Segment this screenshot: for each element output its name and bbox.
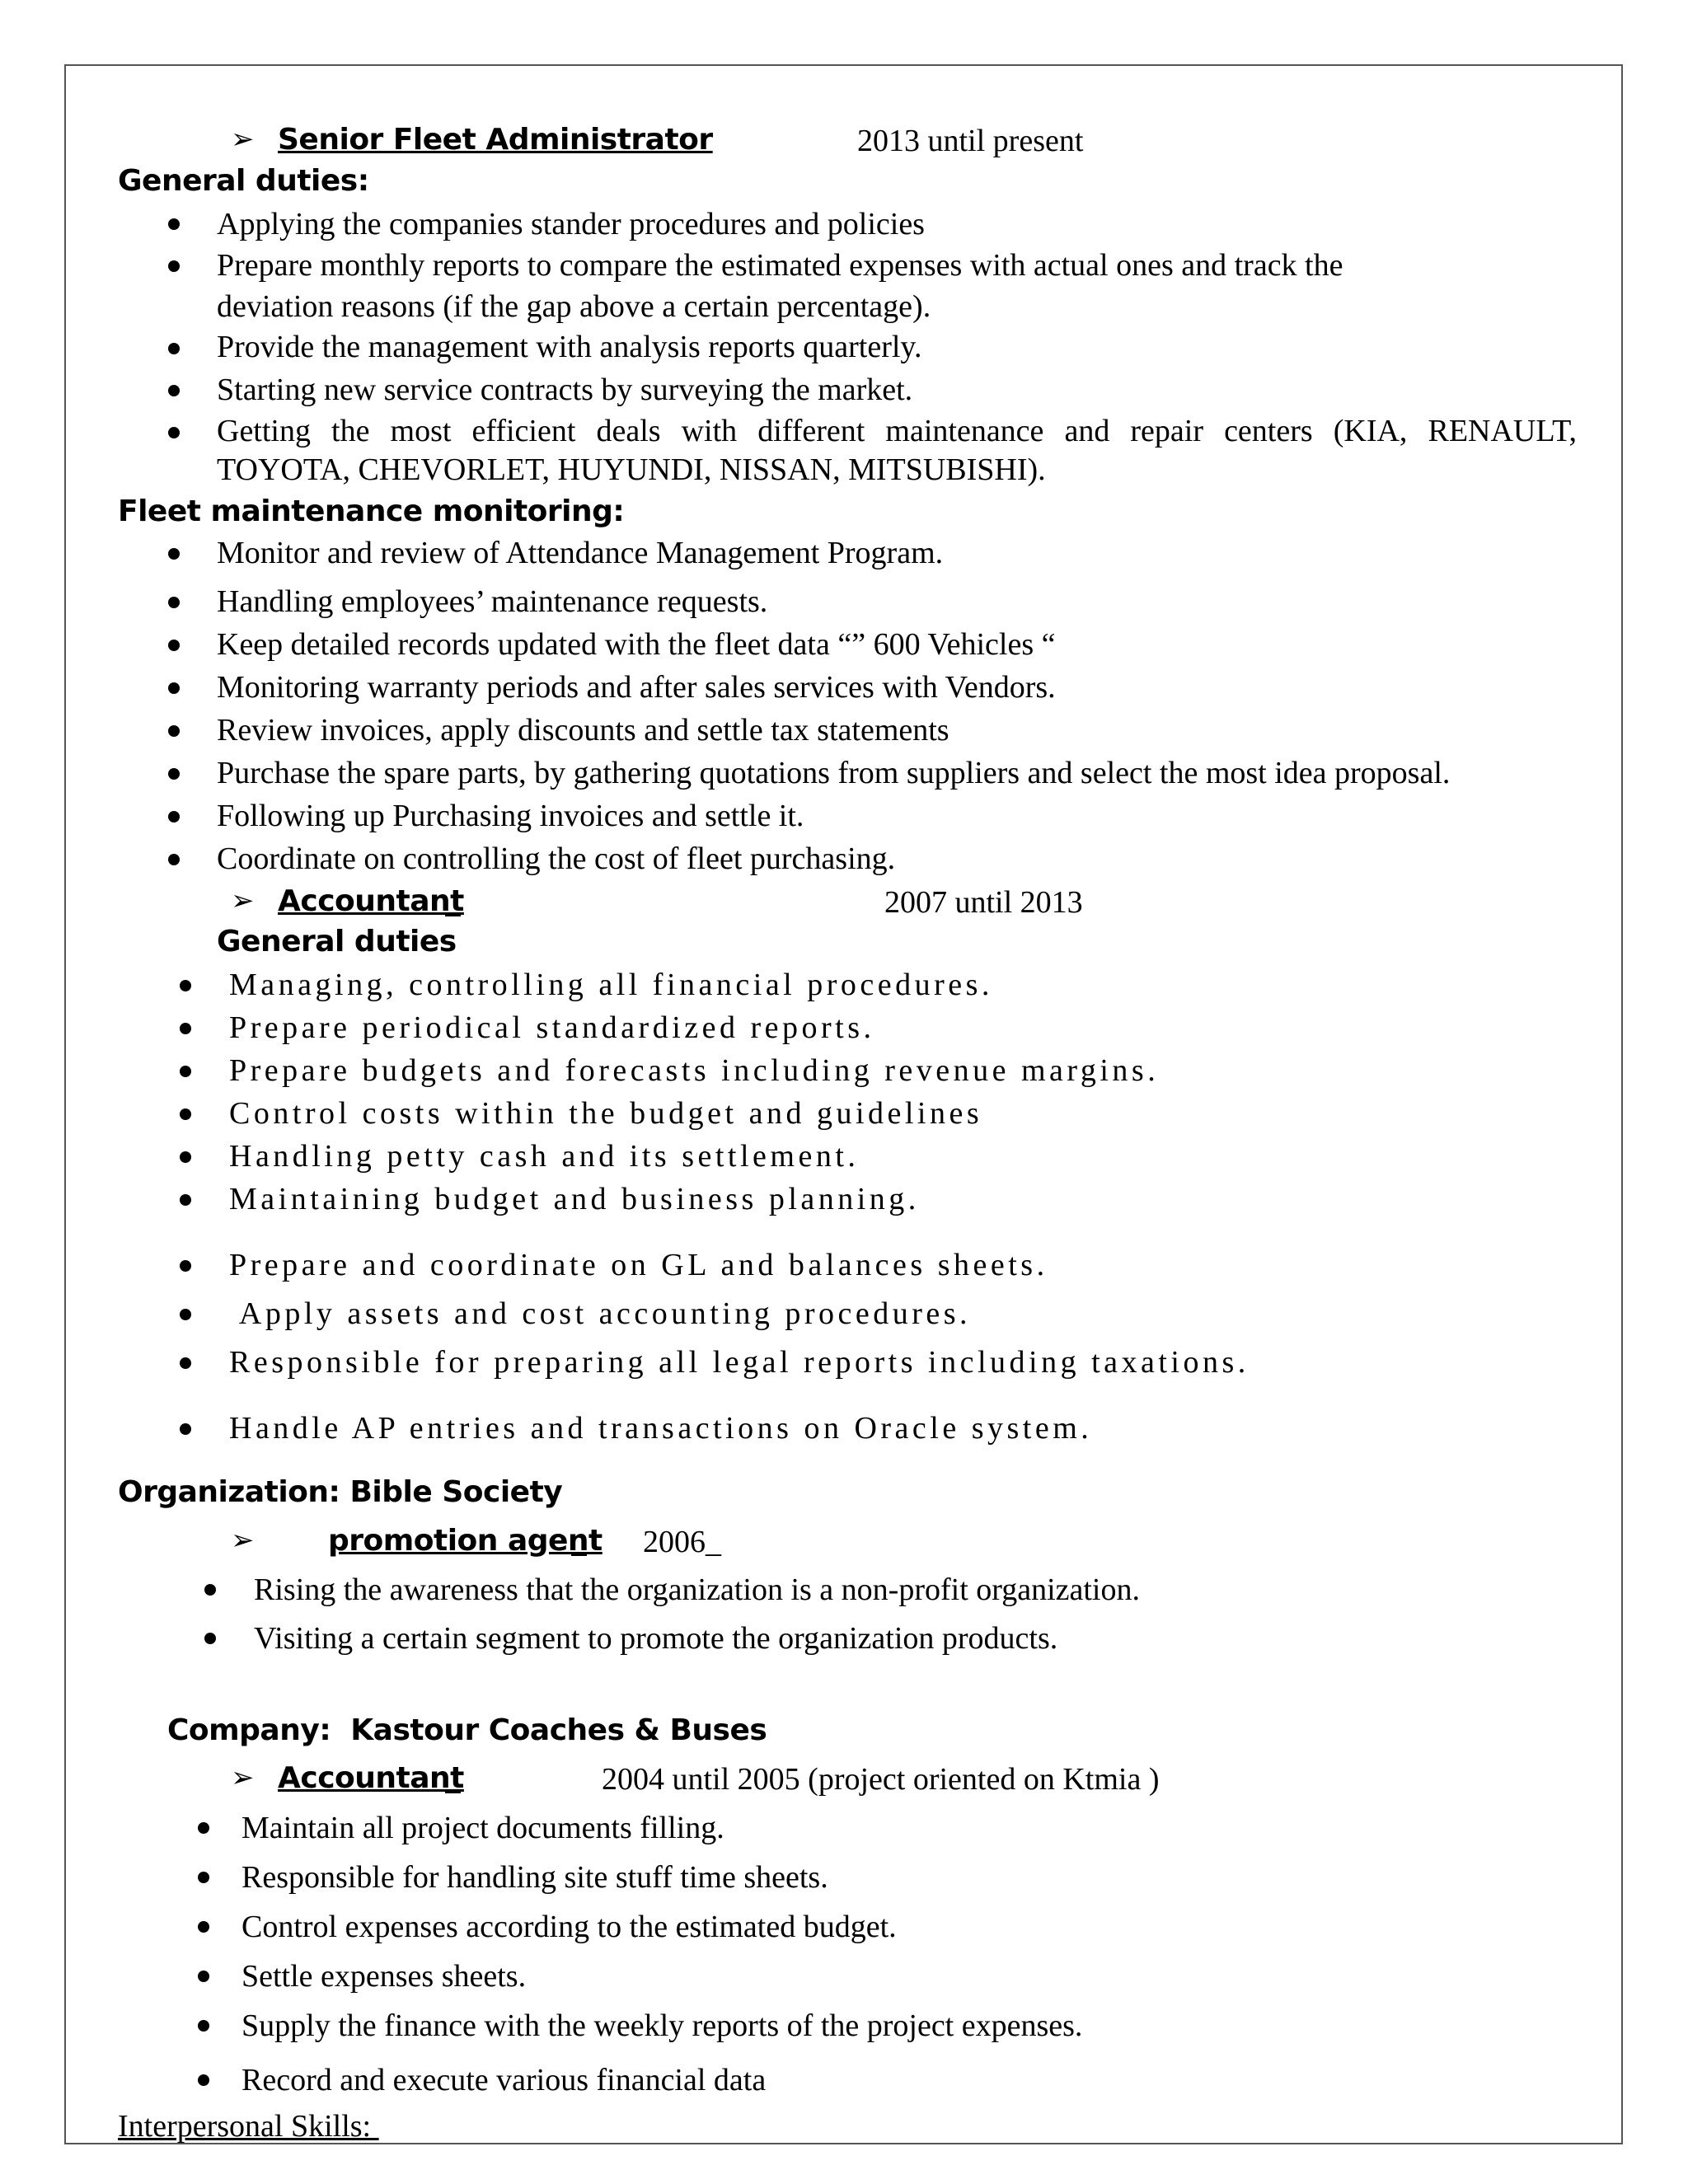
list-item: Coordinate on controlling the cost of fleet purchasing. bbox=[217, 841, 896, 876]
section-heading-general-duties: General duties bbox=[217, 925, 457, 958]
list-item: Prepare and coordinate on GL and balances sheets. bbox=[229, 1248, 1048, 1282]
bullet-icon bbox=[168, 725, 180, 737]
bullet-icon bbox=[180, 1194, 191, 1206]
section-heading-general-duties: General duties: bbox=[118, 164, 369, 198]
list-item: Getting the most efficient deals with different maintenance and repair centers (KIA, RENAULT, bbox=[217, 414, 1577, 448]
list-item: Visiting a certain segment to promote the organization products. bbox=[254, 1621, 1058, 1656]
list-item: Responsible for handling site stuff time sheets. bbox=[241, 1860, 828, 1895]
list-item-continuation: TOYOTA, CHEVORLET, HUYUNDI, NISSAN, MITSUBISHI). bbox=[217, 452, 1046, 487]
bullet-icon bbox=[168, 427, 180, 438]
bullet-icon bbox=[198, 2020, 209, 2032]
bullet-icon bbox=[180, 1357, 191, 1369]
list-item: Monitor and review of Attendance Management Program. bbox=[217, 536, 944, 570]
list-item: Supply the finance with the weekly reports of the project expenses. bbox=[241, 2008, 1083, 2043]
bullet-icon bbox=[180, 1309, 191, 1320]
list-item: Prepare periodical standardized reports. bbox=[229, 1010, 875, 1045]
arrow-bullet-icon: ➢ bbox=[231, 1761, 255, 1794]
list-item: Control costs within the budget and guidelines bbox=[229, 1096, 983, 1131]
bullet-icon bbox=[180, 1260, 191, 1272]
bullet-icon bbox=[198, 1872, 209, 1883]
bullet-icon bbox=[180, 1108, 191, 1120]
bullet-icon bbox=[198, 2074, 209, 2086]
bullet-icon bbox=[168, 597, 180, 608]
bullet-icon bbox=[204, 1633, 216, 1644]
section-heading-fleet-maintenance: Fleet maintenance monitoring: bbox=[118, 494, 625, 528]
list-item: Settle expenses sheets. bbox=[241, 1959, 527, 1994]
bullet-icon bbox=[180, 1151, 191, 1163]
list-item: Monitoring warranty periods and after sales services with Vendors. bbox=[217, 670, 1056, 705]
list-item: Purchase the spare parts, by gathering quotations from suppliers and select the most idea proposal. bbox=[217, 756, 1451, 790]
job-period: 2013 until present bbox=[857, 124, 1084, 158]
list-item: Handle AP entries and transactions on Oracle system. bbox=[229, 1411, 1093, 1446]
bullet-icon bbox=[168, 548, 180, 560]
list-item: Control expenses according to the estimated budget. bbox=[241, 1910, 897, 1944]
list-item: Starting new service contracts by surveying the market. bbox=[217, 373, 913, 407]
list-item: Handling employees’ maintenance requests. bbox=[217, 584, 768, 619]
bullet-icon bbox=[198, 1822, 209, 1834]
bullet-icon bbox=[168, 218, 180, 230]
list-item: Handling petty cash and its settlement. bbox=[229, 1139, 860, 1174]
list-item: Review invoices, apply discounts and settle tax statements bbox=[217, 713, 950, 748]
bullet-icon bbox=[180, 1066, 191, 1077]
list-item: Prepare monthly reports to compare the estimated expenses with actual ones and track the bbox=[217, 248, 1343, 283]
bullet-icon bbox=[168, 640, 180, 651]
interpersonal-skills-heading: Interpersonal Skills: bbox=[118, 2109, 379, 2144]
job-period: 2007 until 2013 bbox=[884, 885, 1083, 920]
arrow-bullet-icon: ➢ bbox=[231, 1524, 255, 1557]
arrow-bullet-icon: ➢ bbox=[231, 884, 255, 917]
bullet-icon bbox=[198, 1921, 209, 1933]
bullet-icon bbox=[180, 980, 191, 991]
bullet-icon bbox=[168, 260, 180, 272]
title-underline-trail bbox=[445, 887, 461, 918]
bullet-icon bbox=[168, 682, 180, 694]
title-underline-trail bbox=[571, 1526, 587, 1558]
bullet-icon bbox=[204, 1584, 216, 1596]
bullet-icon bbox=[168, 811, 180, 823]
organization-heading: Organization: Bible Society bbox=[118, 1475, 563, 1509]
bullet-icon bbox=[180, 1423, 191, 1435]
bullet-icon bbox=[168, 385, 180, 396]
list-item: Provide the management with analysis reports quarterly. bbox=[217, 330, 922, 364]
list-item: Record and execute various financial data bbox=[241, 2063, 767, 2097]
job-period: 2004 until 2005 (project oriented on Ktmia ) bbox=[602, 1762, 1160, 1797]
company-heading: Company: Kastour Coaches & Buses bbox=[167, 1713, 767, 1747]
list-item: Maintain all project documents filling. bbox=[241, 1811, 724, 1845]
list-item: Managing, controlling all financial procedures. bbox=[229, 968, 993, 1002]
job-period: 2006_ bbox=[643, 1525, 721, 1559]
bullet-icon bbox=[168, 768, 180, 780]
bullet-icon bbox=[198, 1971, 209, 1982]
title-underline-trail bbox=[445, 1764, 461, 1795]
bullet-icon bbox=[180, 1023, 191, 1034]
list-item: Apply assets and cost accounting procedures. bbox=[229, 1296, 972, 1331]
job-title-senior-fleet-administrator: Senior Fleet Administrator bbox=[278, 123, 713, 157]
job-title-promotion-agent: promotion agent bbox=[328, 1524, 603, 1558]
bullet-icon bbox=[168, 854, 180, 865]
list-item: Responsible for preparing all legal reports including taxations. bbox=[229, 1345, 1250, 1380]
list-item-continuation: deviation reasons (if the gap above a certain percentage). bbox=[217, 289, 931, 324]
list-item: Prepare budgets and forecasts including revenue margins. bbox=[229, 1053, 1160, 1088]
arrow-bullet-icon: ➢ bbox=[231, 123, 255, 156]
list-item: Rising the awareness that the organization is a non-profit organization. bbox=[254, 1572, 1140, 1607]
bullet-icon bbox=[168, 343, 180, 354]
list-item: Keep detailed records updated with the fleet data “” 600 Vehicles “ bbox=[217, 627, 1056, 662]
job-title-accountant: Accountant bbox=[278, 884, 464, 918]
job-title-accountant: Accountant bbox=[278, 1761, 464, 1795]
list-item: Applying the companies stander procedures and policies bbox=[217, 207, 925, 241]
list-item: Maintaining budget and business planning. bbox=[229, 1182, 920, 1216]
list-item: Following up Purchasing invoices and settle it. bbox=[217, 799, 804, 833]
